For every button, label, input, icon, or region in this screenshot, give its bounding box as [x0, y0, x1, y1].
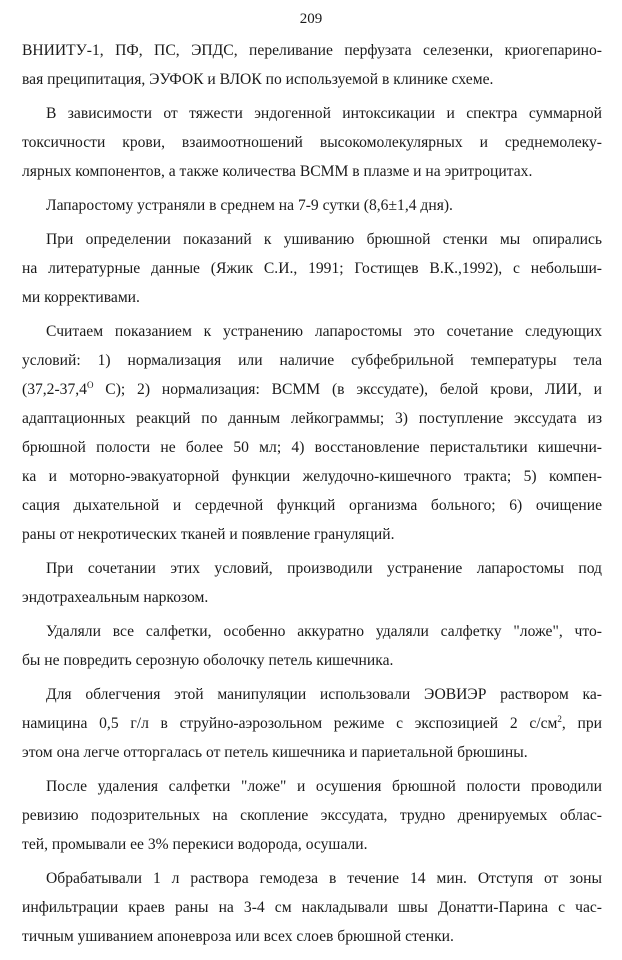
- text-line: тичным ушиванием апоневроза или всех слоев брюшной стенки.: [22, 928, 454, 945]
- page-number: 209: [299, 11, 323, 27]
- text-line: При определении показаний к ушиванию брюшной стенки мы опирались: [46, 231, 602, 248]
- text-line: эндотрахеальным наркозом.: [22, 589, 209, 606]
- paragraph: [22, 772, 602, 859]
- paragraph: [22, 680, 602, 767]
- paragraph: [22, 191, 602, 220]
- text-line: сация дыхательной и сердечной функций организма больного; 6) очищение: [22, 497, 602, 514]
- superscript: 2: [557, 714, 562, 724]
- paragraph: [22, 617, 602, 675]
- text-line: ка и моторно-эвакуаторной функции желудочно-кишечного тракта; 5) компен-: [22, 468, 602, 485]
- text-line: ревизию подозрительных на скопление экссудата, трудно дренируемых облас-: [22, 807, 602, 824]
- text-line: Для облегчения этой манипуляции использовали ЭОВИЭР раствором ка-: [46, 686, 602, 703]
- text-line: В зависимости от тяжести эндогенной интоксикации и спектра суммарной: [46, 105, 602, 122]
- paragraph: [22, 36, 602, 94]
- text-line: Считаем показанием к устранению лапаростомы это сочетание следующих: [46, 323, 602, 340]
- text-line: бы не повредить серозную оболочку петель кишечника.: [22, 652, 394, 669]
- text-line: условий: 1) нормализация или наличие субфебрильной температуры тела: [22, 352, 602, 369]
- text-segment: , при: [561, 715, 602, 732]
- text-line: После удаления салфетки "ложе" и осушения брюшной полости проводили: [46, 778, 602, 795]
- text-line: токсичности крови, взаимоотношений высокомолекулярных и среднемолеку-: [22, 134, 602, 151]
- text-line: раны от некротических тканей и появление грануляций.: [22, 526, 395, 543]
- text-line: адаптационных реакций по данным лейкограммы; 3) поступление экссудата из: [22, 410, 602, 427]
- text-segment: С); 2) нормализация: ВСММ (в экссудате), белой крови, ЛИИ, и: [93, 381, 602, 398]
- text-segment: (37,2-37,4: [22, 381, 87, 398]
- text-line: тей, промывали ее 3% перекиси водорода, осушали.: [22, 836, 368, 853]
- text-line: на литературные данные (Яжик С.И., 1991; Гостищев В.К.,1992), с небольши-: [22, 260, 602, 277]
- text-line: При сочетании этих условий, производили устранение лапаростомы под: [46, 560, 602, 577]
- text-line: ми коррективами.: [22, 289, 140, 306]
- superscript: O: [86, 380, 94, 390]
- paragraph: [22, 225, 602, 312]
- text-segment: намицина 0,5 г/л в струйно-аэрозольном режиме с экспозицией 2 с/см: [22, 715, 558, 732]
- text-line: лярных компонентов, а также количества ВСММ в плазме и на эритроцитах.: [22, 163, 533, 180]
- document-body: [22, 36, 602, 956]
- paragraph: [22, 99, 602, 186]
- text-line: брюшной полости не более 50 мл; 4) восстановление перистальтики кишечни-: [22, 439, 602, 456]
- text-line: [22, 375, 602, 404]
- text-line: инфильтрации краев раны на 3-4 см накладывали швы Донатти-Парина с час-: [22, 899, 602, 916]
- text-line: ВНИИТУ-1, ПФ, ПС, ЭПДС, переливание перфузата селезенки, криогепарино-: [22, 42, 602, 59]
- paragraph: [22, 317, 602, 549]
- text-line: вая преципитация, ЭУФОК и ВЛОК по используемой в клинике схеме.: [22, 71, 494, 88]
- paragraph: [22, 554, 602, 612]
- paragraph: [22, 864, 602, 951]
- text-line: Лапаростому устраняли в среднем на 7-9 сутки (8,6±1,4 дня).: [46, 197, 453, 214]
- text-line: Обрабатывали 1 л раствора гемодеза в течение 14 мин. Отступя от зоны: [46, 870, 602, 887]
- text-line: этом она легче отторгалась от петель кишечника и париетальной брюшины.: [22, 744, 528, 761]
- text-line: Удаляли все салфетки, особенно аккуратно удаляли салфетку "ложе", что-: [46, 623, 602, 640]
- text-line: [22, 709, 602, 738]
